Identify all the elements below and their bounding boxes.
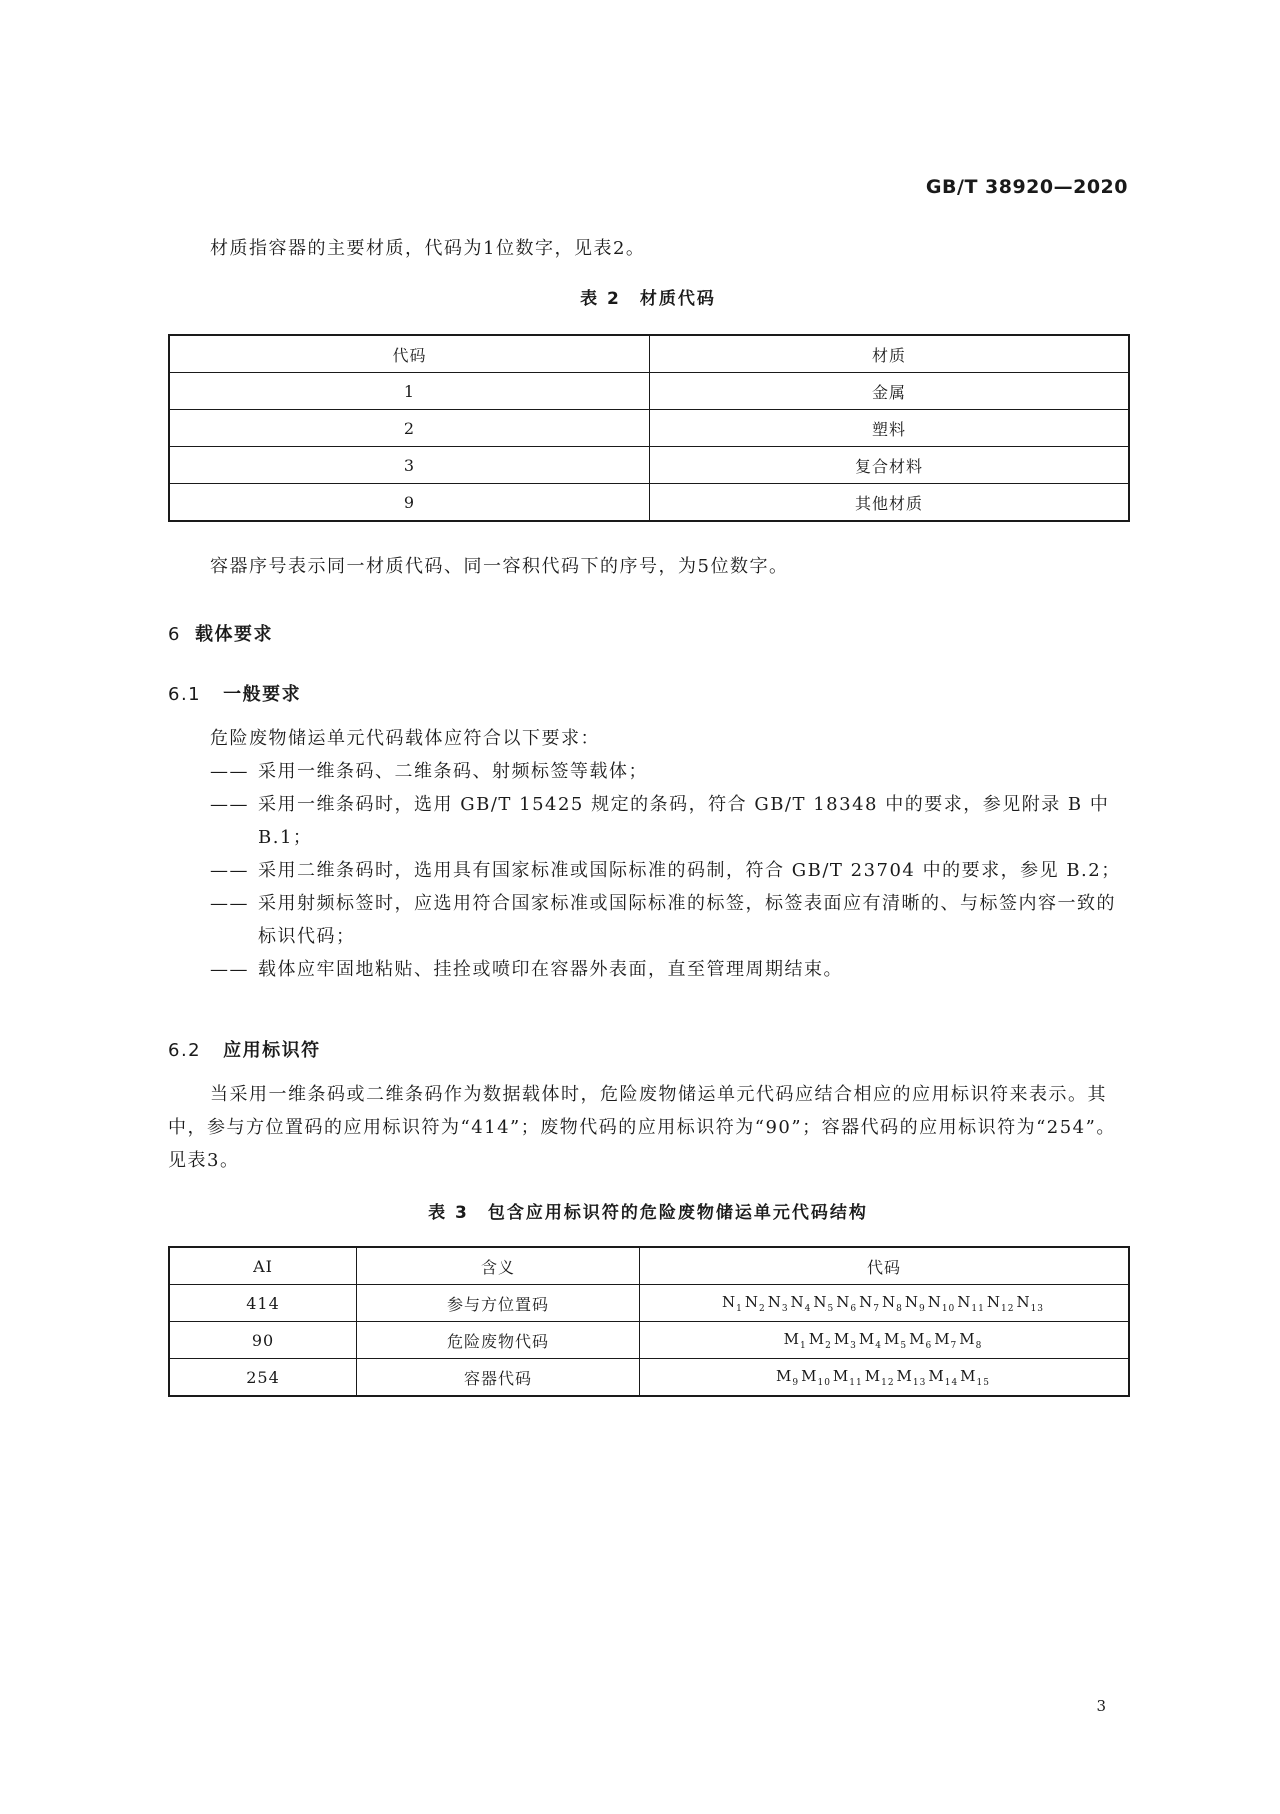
code-character: $N_2$ <box>744 1292 766 1314</box>
section-number: 6 <box>168 624 181 645</box>
code-character: $M_2$ <box>808 1329 832 1351</box>
code-character: $M_6$ <box>909 1329 933 1351</box>
code-character: $M_{11}$ <box>832 1366 863 1388</box>
code-character: $M_1$ <box>783 1329 807 1351</box>
table-header-row <box>169 1247 1129 1285</box>
code-character: $N_9$ <box>904 1292 926 1314</box>
code-character: $M_5$ <box>884 1329 908 1351</box>
table-row <box>169 1359 1129 1397</box>
table2-header-material: 材质 <box>650 335 1130 373</box>
code-character: $M_4$ <box>858 1329 882 1351</box>
table2-cell-material: 其他材质 <box>650 484 1130 522</box>
table2-cell-code: 1 <box>169 373 650 410</box>
standard-number: GB/T 38920—2020 <box>925 176 1128 198</box>
list-lead: 危险废物储运单元代码载体应符合以下要求： <box>210 728 600 749</box>
code-character: $N_{11}$ <box>957 1292 985 1314</box>
code-character: $M_9$ <box>776 1366 800 1388</box>
table2-cell-material: 复合材料 <box>650 447 1130 484</box>
serial-paragraph: 容器序号表示同一材质代码、同一容积代码下的序号，为5位数字。 <box>210 556 789 577</box>
list-item: —— 载体应牢固地粘贴、挂拴或喷印在容器外表面，直至管理周期结束。 <box>210 959 843 980</box>
table3-cell-code <box>640 1322 1130 1359</box>
carrier-requirements-list <box>210 722 1128 986</box>
table2-header-code: 代码 <box>169 335 650 373</box>
code-character: $N_3$ <box>767 1292 789 1314</box>
code-character: $N_5$ <box>813 1292 835 1314</box>
table2-cell-material: 塑料 <box>650 410 1130 447</box>
list-item: —— 采用射频标签时，应选用符合国家标准或国际标准的标签，标签表面应有清晰的、与标签内容一致的标识代码； <box>210 893 1116 947</box>
code-character: $N_7$ <box>859 1292 880 1314</box>
table3-caption: 表 3 包含应用标识符的危险废物储运单元代码结构 <box>428 1203 868 1223</box>
code-character: $M_{12}$ <box>864 1366 895 1388</box>
table2-cell-code: 9 <box>169 484 650 522</box>
table2-material-codes <box>168 334 1130 522</box>
table3-cell-meaning: 容器代码 <box>357 1359 640 1397</box>
table-header-row <box>169 335 1129 373</box>
code-character: $N_8$ <box>881 1292 903 1314</box>
table3-cell-code <box>640 1359 1130 1397</box>
table-row <box>169 1285 1129 1322</box>
code-character: $N_4$ <box>790 1292 812 1314</box>
code-character: $M_{14}$ <box>928 1366 959 1388</box>
code-character: $M_{13}$ <box>896 1366 927 1388</box>
code-character: $M_7$ <box>934 1329 958 1351</box>
section-number: 6.1 <box>168 684 202 705</box>
table-row <box>169 410 1129 447</box>
section-number: 6.2 <box>168 1040 202 1061</box>
code-character: $N_1$ <box>721 1292 743 1314</box>
table3-cell-ai: 414 <box>169 1285 357 1322</box>
table3-header-ai: AI <box>169 1247 357 1285</box>
table-row <box>169 447 1129 484</box>
table2-cell-code: 3 <box>169 447 650 484</box>
list-item: —— 采用二维条码时，选用具有国家标准或国际标准的码制，符合 GB/T 23704 中的要求，参见 B.2； <box>210 860 1121 881</box>
section-6-1-heading <box>168 680 301 706</box>
section-title: 一般要求 <box>223 684 302 705</box>
table2-cell-material: 金属 <box>650 373 1130 410</box>
table3-header-code: 代码 <box>640 1247 1130 1285</box>
table3-cell-code <box>640 1285 1130 1322</box>
table3-ai-code-structure <box>168 1246 1130 1397</box>
code-character: $M_3$ <box>833 1329 857 1351</box>
list-item: —— 采用一维条码时，选用 GB/T 15425 规定的条码，符合 GB/T 18348 中的要求，参见附录 B 中 B.1； <box>210 794 1110 848</box>
code-character: $M_8$ <box>959 1329 983 1351</box>
table2-caption: 表 2 材质代码 <box>580 289 716 309</box>
code-character: $M_{10}$ <box>801 1366 831 1388</box>
code-character: $N_{13}$ <box>1016 1292 1045 1314</box>
table3-cell-ai: 90 <box>169 1322 357 1359</box>
table2-cell-code: 2 <box>169 410 650 447</box>
table3-cell-meaning: 参与方位置码 <box>357 1285 640 1322</box>
table3-cell-ai: 254 <box>169 1359 357 1397</box>
section-title: 载体要求 <box>194 624 273 645</box>
material-paragraph: 材质指容器的主要材质，代码为1位数字，见表2。 <box>210 238 646 259</box>
table3-cell-meaning: 危险废物代码 <box>357 1322 640 1359</box>
code-character: $N_{10}$ <box>927 1292 956 1314</box>
table-row <box>169 1322 1129 1359</box>
section-6-2-heading <box>168 1036 321 1062</box>
code-character: $M_{15}$ <box>960 1366 990 1388</box>
code-character: $N_6$ <box>836 1292 858 1314</box>
table-row <box>169 484 1129 522</box>
table-row <box>169 373 1129 410</box>
ai-paragraph: 当采用一维条码或二维条码作为数据载体时，危险废物储运单元代码应结合相应的应用标识符来表示。其中，参与方位置码的应用标识符为“414”；废物代码的应用标识符为“90”；容器代码的应用标识符为“254”。见表3。 <box>168 1084 1116 1171</box>
table3-header-meaning: 含义 <box>357 1247 640 1285</box>
section-6-heading <box>168 620 273 646</box>
section-title: 应用标识符 <box>223 1040 321 1061</box>
code-character: $N_{12}$ <box>986 1292 1015 1314</box>
page-number: 3 <box>1096 1697 1106 1715</box>
list-item: —— 采用一维条码、二维条码、射频标签等载体； <box>210 761 648 782</box>
